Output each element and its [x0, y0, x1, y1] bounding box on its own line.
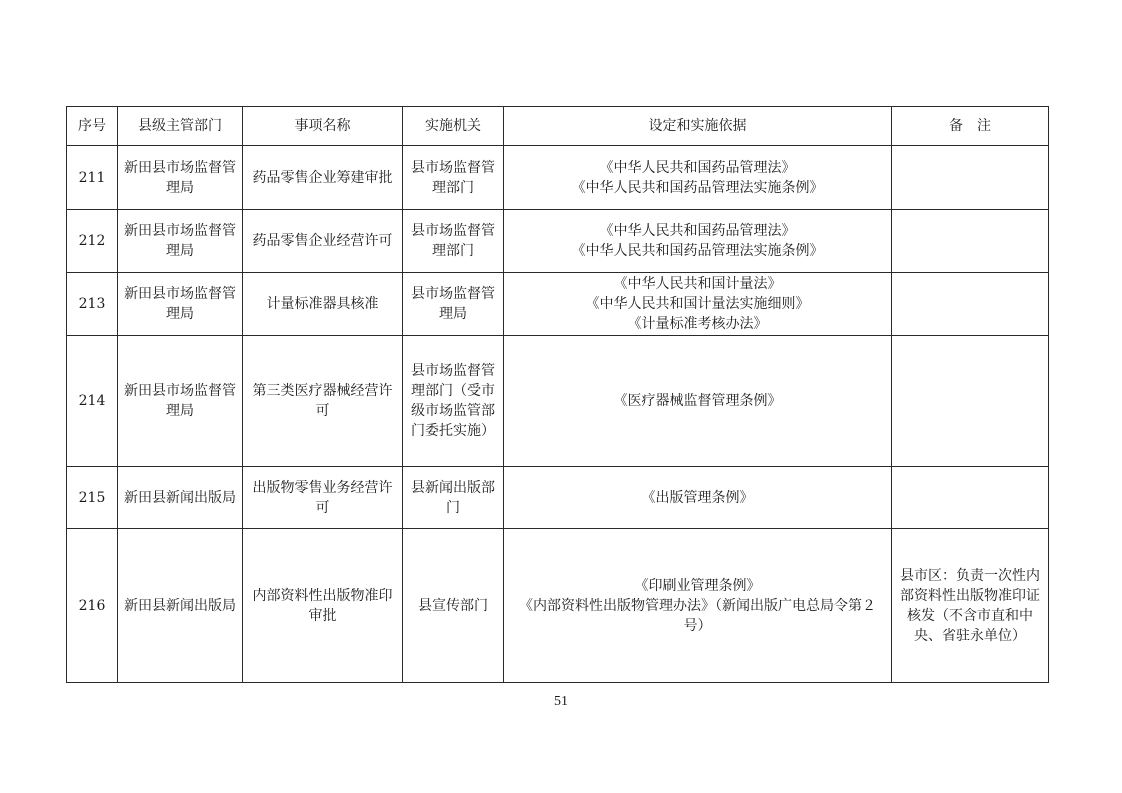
basis-line: 《印刷业管理条例》: [634, 577, 761, 594]
basis-line: 《计量标准考核办法》: [627, 316, 768, 332]
table-row: [67, 210, 1049, 273]
basis-line: 《中华人民共和国药品管理法实施条例》: [571, 243, 824, 259]
table-header-row: [67, 107, 1049, 146]
cell-basis: [504, 529, 892, 683]
basis-line: 《内部资料性出版物管理办法》（新闻出版广电总局令第２号）: [519, 597, 876, 634]
cell-agency: 县市场监督管理局: [403, 273, 504, 336]
cell-basis: [504, 146, 892, 210]
header-remark: 备 注: [892, 107, 1049, 146]
basis-line: 《中华人民共和国计量法实施细则》: [585, 296, 810, 312]
header-basis: 设定和实施依据: [504, 107, 892, 146]
cell-item: 药品零售企业筹建审批: [243, 146, 403, 210]
cell-seq: 215: [67, 467, 118, 529]
cell-item: 出版物零售业务经营许可: [243, 467, 403, 529]
cell-remark: [892, 336, 1049, 467]
cell-dept: 新田县市场监督管理局: [118, 336, 243, 467]
cell-basis: [504, 273, 892, 336]
cell-remark: [892, 467, 1049, 529]
cell-item: 内部资料性出版物准印审批: [243, 529, 403, 683]
basis-line: 《医疗器械监督管理条例》: [613, 393, 782, 409]
cell-item: 药品零售企业经营许可: [243, 210, 403, 273]
page-number: 51: [554, 694, 568, 709]
header-agency: 实施机关: [403, 107, 504, 146]
cell-dept: 新田县市场监督管理局: [118, 210, 243, 273]
cell-basis: [504, 336, 892, 467]
cell-remark: [892, 146, 1049, 210]
cell-agency: 县市场监督管理部门: [403, 210, 504, 273]
cell-dept: 新田县市场监督管理局: [118, 146, 243, 210]
cell-agency: 县市场监督管理部门（受市级市场监管部门委托实施）: [403, 336, 504, 467]
cell-dept: 新田县新闻出版局: [118, 467, 243, 529]
cell-agency: 县新闻出版部门: [403, 467, 504, 529]
table-row: [67, 529, 1049, 683]
cell-item: 计量标准器具核准: [243, 273, 403, 336]
cell-seq: 211: [67, 146, 118, 210]
cell-agency: 县市场监督管理部门: [403, 146, 504, 210]
basis-line: 《中华人民共和国计量法》: [613, 276, 782, 292]
cell-remark: [892, 210, 1049, 273]
table-row: [67, 146, 1049, 210]
cell-remark: 县市区：负责一次性内部资料性出版物准印证核发（不含市直和中央、省驻永单位）: [892, 529, 1049, 683]
cell-seq: 212: [67, 210, 118, 273]
basis-line: 《中华人民共和国药品管理法》: [599, 159, 796, 176]
cell-item: 第三类医疗器械经营许可: [243, 336, 403, 467]
cell-seq: 213: [67, 273, 118, 336]
header-item: 事项名称: [243, 107, 403, 146]
item-table: [66, 106, 1049, 683]
cell-basis: [504, 210, 892, 273]
cell-basis: [504, 467, 892, 529]
cell-seq: 214: [67, 336, 118, 467]
header-seq: 序号: [67, 107, 118, 146]
basis-line: 《中华人民共和国药品管理法》: [599, 223, 796, 239]
header-dept: 县级主管部门: [118, 107, 243, 146]
table-row: [67, 336, 1049, 467]
basis-line: 《出版管理条例》: [641, 489, 754, 506]
cell-seq: 216: [67, 529, 118, 683]
cell-dept: 新田县市场监督管理局: [118, 273, 243, 336]
cell-dept: 新田县新闻出版局: [118, 529, 243, 683]
basis-line: 《中华人民共和国药品管理法实施条例》: [571, 179, 824, 196]
table-row: [67, 467, 1049, 529]
cell-remark: [892, 273, 1049, 336]
table-row: [67, 273, 1049, 336]
cell-agency: 县宣传部门: [403, 529, 504, 683]
